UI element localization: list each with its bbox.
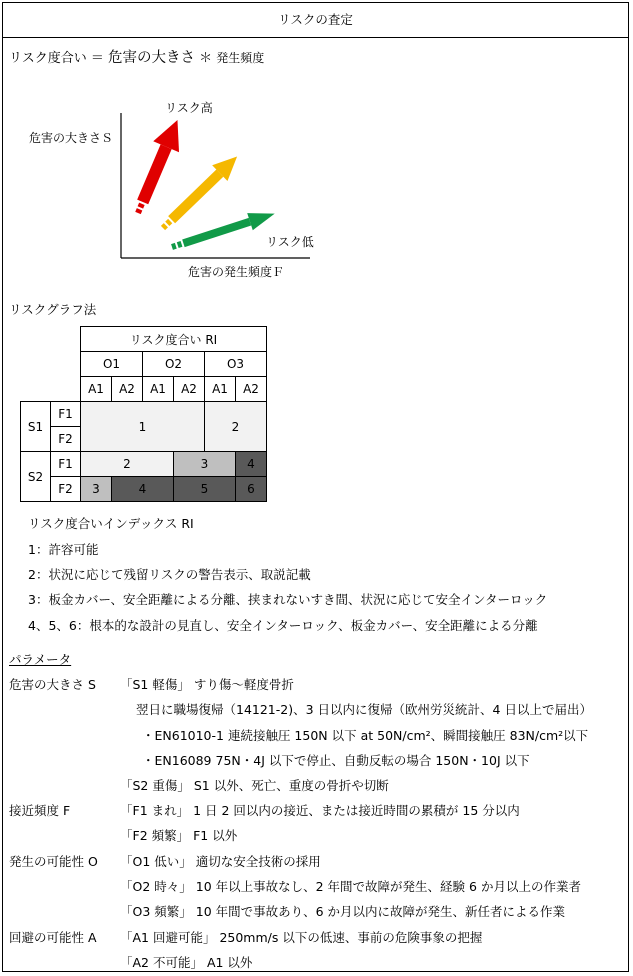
o3-header: O3 [205,352,267,377]
risk-low-label: リスク低 [266,235,314,249]
riskgraph-title: リスクグラフ法 [9,302,97,317]
param-text: 「F2 頻繁」 F1 以外 [120,828,238,843]
param-text: 「S2 重傷」 S1 以外、死亡、重度の骨折や切断 [120,778,389,793]
ri-index-item: 4、5、6：根本的な設計の見直し、安全インターロック、板金カバー、安全距離による分離 [28,618,538,633]
param-label: 危害の大きさ S [9,677,96,692]
formula-part3: ＊ [195,51,217,66]
a-header: A1 [81,377,112,402]
ri-index-item: 2：状況に応じて残留リスクの警告表示、取説記載 [28,567,311,582]
a-header: A2 [112,377,143,402]
y-axis-label: 危害の大きさＳ [29,131,114,145]
risk-graph-table [20,326,267,502]
risk-high-label: リスク高 [165,101,213,115]
ri-cell: 2 [205,402,267,452]
o2-header: O2 [143,352,205,377]
param-text: 「O2 時々」 10 年以上事故なし、2 年間で故障が発生、経験 6 か月以上の作業者 [120,879,581,894]
a-header: A2 [174,377,205,402]
risk-diagram [0,80,633,290]
a-header: A1 [143,377,174,402]
formula-part2: 危害の大きさ [108,50,196,66]
param-text: 「O3 頻繁」 10 年間で事故あり、6 か月以内に故障が発生、新任者による作業 [120,904,566,919]
ri-index-item: 1：許容可能 [28,542,99,557]
param-label: 発生の可能性 O [9,854,98,869]
s2-label: S2 [21,452,51,502]
ri-cell: 3 [174,452,236,477]
high-risk-arrow [125,115,190,219]
ri-cell: 3 [81,477,112,502]
mid-risk-arrow [155,149,244,236]
param-label: 接近頻度 F [9,803,71,818]
ri-cell: 5 [174,477,236,502]
param-label: 回避の可能性 A [9,930,97,945]
param-text: ・EN16089 75N・4J 以下で停止、自動反転の場合 150N・10J 以下 [142,753,530,768]
s1-label: S1 [21,402,51,452]
param-text: 「A2 不可能」 A1 以外 [120,955,253,970]
ri-cell: 1 [81,402,205,452]
param-text: 「A1 回避可能」 250mm/s 以下の低速、事前の危険事象の把握 [120,930,483,945]
ri-header: リスク度合い RI [81,327,267,352]
ri-cell: 6 [236,477,267,502]
x-axis-label: 危害の発生頻度Ｆ [188,265,285,279]
a-header: A2 [236,377,267,402]
risk-formula [9,46,264,67]
ri-cell: 4 [236,452,267,477]
param-text: 「O1 低い」 適切な安全技術の採用 [120,854,321,869]
ri-index-title: リスク度合いインデックス RI [28,516,194,531]
param-text: 「S1 軽傷」 すり傷～軽度骨折 [120,677,294,692]
f1-label: F1 [51,452,81,477]
formula-part1: リスク度合い ＝ [9,51,109,66]
param-text: 「F1 まれ」 1 日 2 回以内の接近、または接近時間の累積が 15 分以内 [120,803,520,818]
f2-label: F2 [51,477,81,502]
o1-header: O1 [81,352,143,377]
param-text: 翌日に職場復帰（14121-2)、3 日以内に復帰（欧州労災統計、4 日以上で届出） [136,702,592,717]
page-title: リスクの査定 [3,3,628,38]
ri-cell: 2 [81,452,174,477]
f1-label: F1 [51,402,81,427]
ri-index-item: 3：板金カバー、安全距離による分離、挟まれないすき間、状況に応じて安全インターロック [28,592,548,607]
formula-part4: 発生頻度 [216,51,265,65]
params-title: パラメータ [9,652,72,667]
param-text: ・EN61010-1 連続接触圧 150N 以下 at 50N/cm²、瞬間接触圧 83N/cm²以下 [142,728,589,743]
a-header: A1 [205,377,236,402]
f2-label: F2 [51,427,81,452]
ri-cell: 4 [112,477,174,502]
